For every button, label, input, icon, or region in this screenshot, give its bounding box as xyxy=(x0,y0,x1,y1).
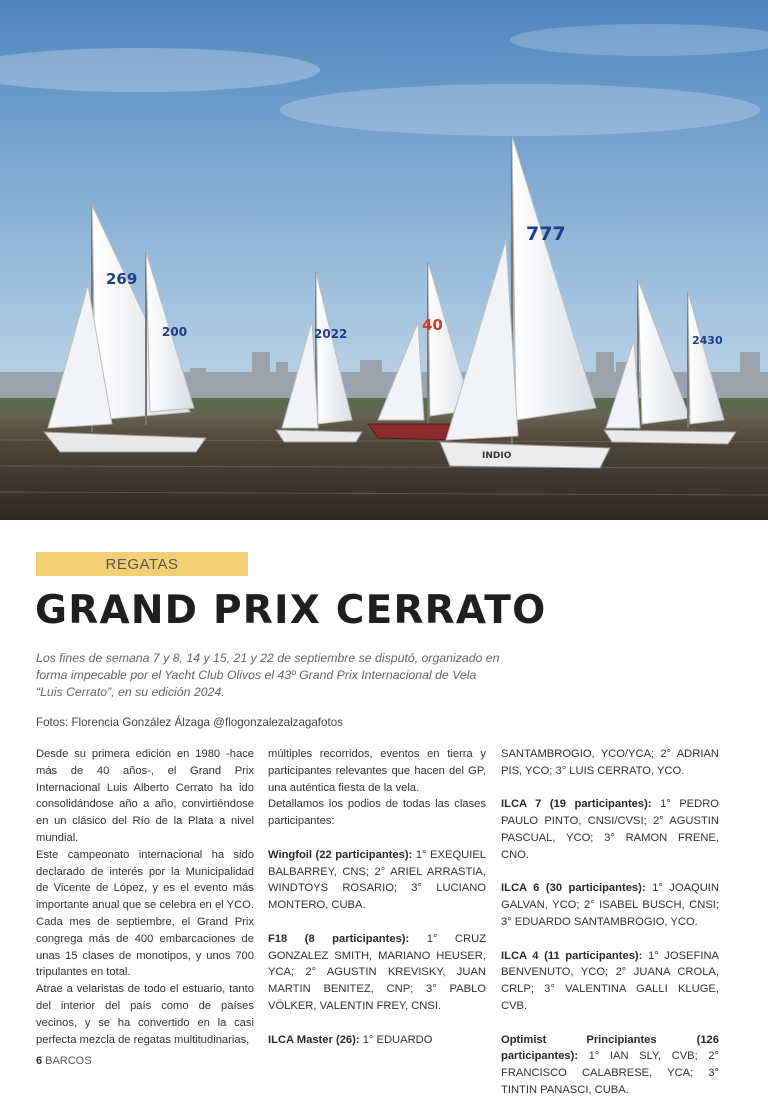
svg-text:40: 40 xyxy=(422,316,443,334)
hero-photo xyxy=(0,0,768,520)
podium-ilca-7 xyxy=(501,796,719,863)
podium-results: 1° EDUARDO xyxy=(362,1033,433,1046)
regatta-photo xyxy=(0,0,768,520)
svg-text:777: 777 xyxy=(526,223,566,245)
page-footer xyxy=(36,1055,92,1067)
podium-ilca-4 xyxy=(501,948,719,1015)
paragraph: Desde su primera edición en 1980 -hace más de 40 años-, el Grand Prix Internacional Luis Alberto Cerrato ha ido consolidándose año a año, convirtiéndose en un clásico del Río de la Plata a nivel mundial. xyxy=(36,748,254,844)
class-name: Optimist Principiantes (126 participantes): xyxy=(501,1033,719,1063)
body-column-2 xyxy=(268,746,486,1048)
class-name: ILCA 4 (11 participantes): xyxy=(501,949,643,962)
body-column-1 xyxy=(36,746,254,1048)
podium-f18 xyxy=(268,931,486,1015)
svg-text:2022: 2022 xyxy=(314,327,348,341)
class-name: ILCA 6 (30 participantes): xyxy=(501,882,646,895)
class-name: F18 (8 participantes): xyxy=(268,932,410,945)
class-name: ILCA 7 (19 participantes): xyxy=(501,798,652,811)
paragraph: SANTAMBROGIO, YCO/YCA; 2° ADRIAN PIS, YCO; 3° LUIS CERRATO, YCO. xyxy=(501,748,719,777)
podium-wingfoil xyxy=(268,847,486,914)
article-lead: Los fines de semana 7 y 8, 14 y 15, 21 y 22 de septiembre se disputó, organizado en forma impecable por el Yacht Club Olivos el 43º Grand Prix Internacional de Vela “Luis Cerrato”, en su edición 2024. xyxy=(36,651,500,699)
page-number: 6 xyxy=(36,1055,43,1067)
podium-results: 1° JOAQUIN GALVAN, YCO; 2° ISABEL BUSCH, CNSI; 3° EDUARDO SANTAMBROGIO, YCO. xyxy=(501,882,719,928)
paragraph: Atrae a velaristas de todo el estuario, tanto del interior del país como de países vecinos, y se ha convertido en la casi perfecta mezcla de regatas multitudinarias, xyxy=(36,983,254,1046)
svg-text:INDIO: INDIO xyxy=(482,451,512,461)
article-title: GRAND PRIX CERRATO xyxy=(35,588,547,633)
svg-text:200: 200 xyxy=(162,325,188,339)
magazine-name: BARCOS xyxy=(45,1055,92,1067)
svg-text:2430: 2430 xyxy=(692,334,723,347)
paragraph: Detallamos los podios de todas las clases participantes: xyxy=(268,798,486,828)
podium-results: 1° PEDRO PAULO PINTO, CNSI/CVSI; 2° AGUSTIN PASCUAL, YCO; 3° RAMON FRENE, CNO. xyxy=(501,798,719,861)
class-name: ILCA Master (26): xyxy=(268,1033,360,1046)
paragraph: Este campeonato internacional ha sido declarado de interés por la Municipalidad de Vicente de López, y es el evento más importante anual que se celebra en el YCO. Cada mes de septiembre, el Grand Prix congrega más de 400 embarcaciones de unas 15 clases de monotipos, y unos 700 tripulantes en total. xyxy=(36,848,254,979)
podium-optimist xyxy=(501,1032,719,1099)
podium-results: 1° JOSEFINA BENVENUTO, YCO; 2° JUANA CROLA, CRLP; 3° VALENTINA GALLI KLUGE, CVB. xyxy=(501,949,719,1012)
podium-results: 1° EXEQUIEL BALBARREY, CNS; 2° ARIEL ARRASTIA, WINDTOYS ROSARIO; 3° LUCIANO MONTERO, CUBA. xyxy=(268,848,487,912)
podium-ilca-6 xyxy=(501,880,719,930)
body-column-3 xyxy=(501,746,719,1099)
photo-credits: Fotos: Florencia González Álzaga @flogonzalezalzagafotos xyxy=(36,716,343,729)
podium-results: 1° CRUZ GONZALEZ SMITH, MARIANO HEUSER, YCA; 2° AGUSTIN KREVISKY, JUAN MARTIN BENITEZ, CNP; 3° PABLO VÖLKER, VALENTIN FREY, CNSI. xyxy=(268,932,486,1012)
paragraph: múltiples recorridos, eventos en tierra y participantes relevantes que hacen del GP, una auténtica fiesta de la vela. xyxy=(268,748,486,794)
podium-ilca-master xyxy=(268,1032,486,1049)
section-tag: REGATAS xyxy=(36,552,248,576)
class-name: Wingfoil (22 participantes): xyxy=(268,848,413,861)
podium-results: 1° IAN SLY, CVB; 2° FRANCISCO CALABRESE, YCA; 3° TINTIN PANASCI, CUBA. xyxy=(501,1050,719,1096)
svg-text:269: 269 xyxy=(106,270,138,288)
